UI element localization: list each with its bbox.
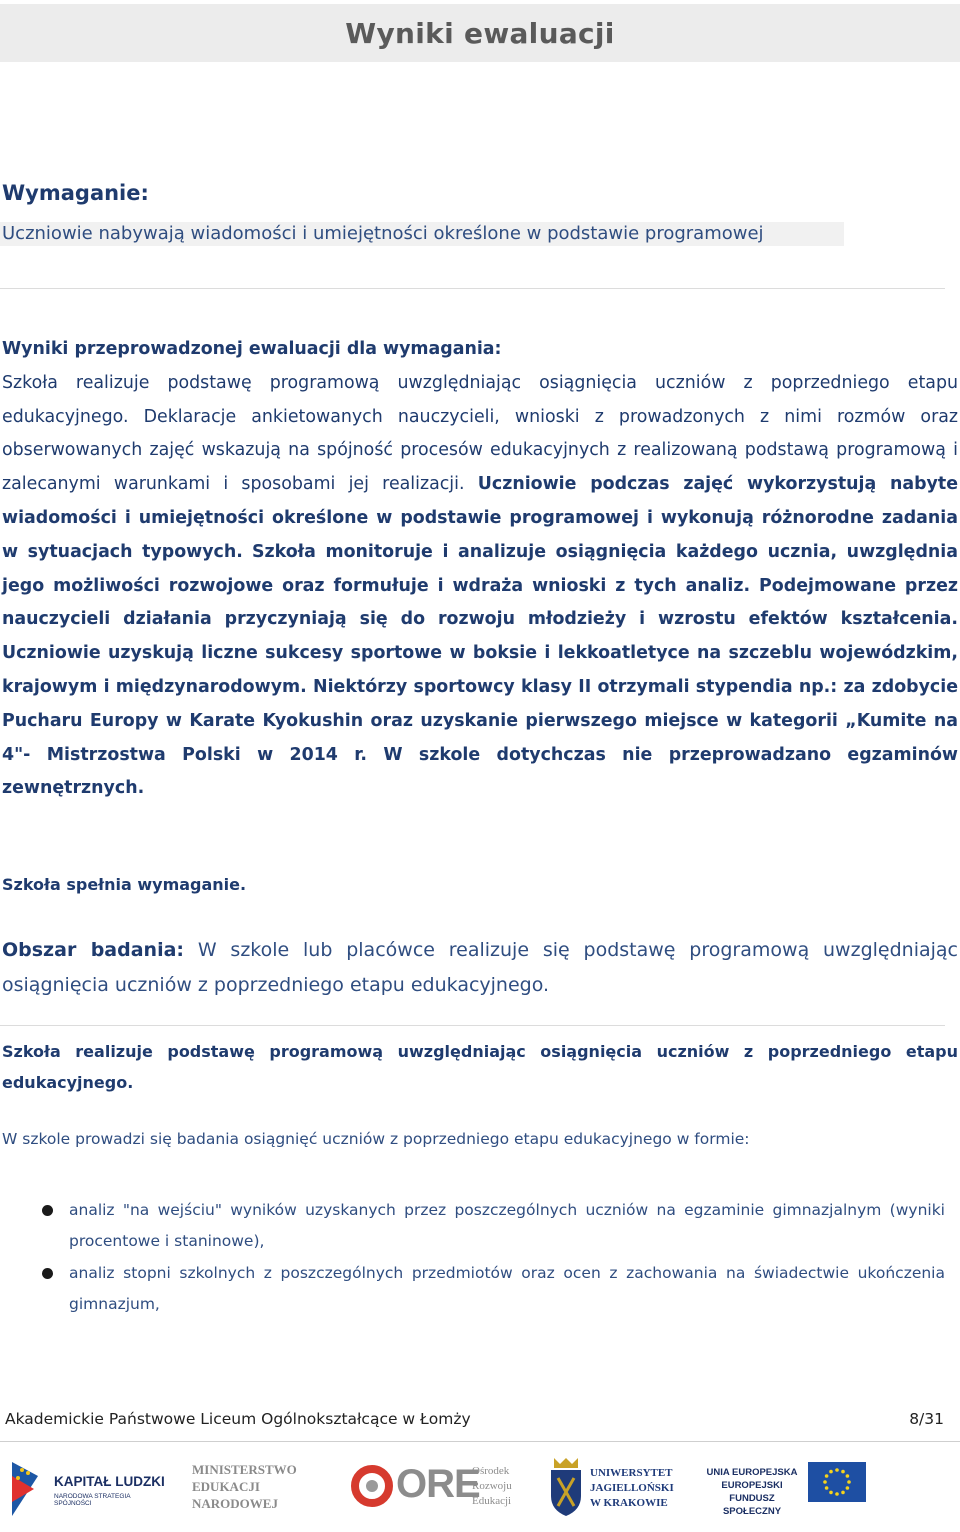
ore-line-3: Edukacji (472, 1495, 512, 1507)
ore-line-1: Ośrodek (472, 1465, 510, 1477)
requirement-label: Wymaganie: (2, 181, 149, 205)
kapital-ludzki-name: KAPITAŁ LUDZKI (54, 1474, 165, 1489)
finding-intro: W szkole prowadzi się badania osiągnięć uczniów z poprzedniego etapu edukacyjnego w formie: (2, 1130, 750, 1148)
finding-heading: Szkoła realizuje podstawę programową uwzględniając osiągnięcia uczniów z poprzedniego etapu edukacyjnego. (2, 1042, 958, 1092)
page-title: Wyniki ewaluacji (345, 16, 615, 50)
footer-divider (0, 1441, 960, 1442)
research-area-text: W szkole lub placówce realizuje się podstawę programową uwzględniając osiągnięcia uczniów z poprzedniego etapu edukacyjnego. (2, 939, 958, 996)
divider (0, 288, 945, 289)
kapital-ludzki-emblem-icon (8, 1458, 46, 1520)
results-part-2: Deklaracje ankietowanych nauczycieli, wnioski z prowadzonych z nimi rozmów oraz obserwowanych zajęć wskazują na spójność procesów edukacyjnych z realizowaną podstawą programową i zalecanymi warunkami i sposobami jej realizacji. (2, 406, 959, 495)
men-line-2: EDUKACJI (192, 1479, 260, 1494)
results-heading: Wyniki przeprowadzonej ewaluacji dla wymagania: (2, 339, 502, 359)
eu-line-3: FUNDUSZ SPOŁECZNY (722, 1493, 782, 1517)
results-part-1: Szkoła realizuje podstawę programową uwzględniając osiągnięcia uczniów z poprzedniego etapu edukacyjnego. (2, 372, 958, 427)
eu-line-2: EUROPEJSKI (721, 1480, 783, 1491)
summary-verdict: Szkoła spełnia wymaganie. (2, 875, 247, 894)
kapital-ludzki-sub: NARODOWA STRATEGIA SPÓJNOŚCI (54, 1493, 131, 1507)
finding-list (0, 1195, 945, 1321)
ore-line-2: Rozwoju (472, 1480, 512, 1492)
eu-line-1: UNIA EUROPEJSKA (706, 1467, 798, 1478)
uj-logo (548, 1452, 688, 1524)
research-area (2, 933, 958, 1003)
men-line-3: NARODOWEJ (192, 1496, 278, 1511)
eu-flag-icon (808, 1462, 866, 1502)
eu-name (706, 1466, 798, 1518)
uj-line-3: W KRAKOWIE (590, 1497, 668, 1509)
ore-letters: ORE (396, 1462, 480, 1506)
divider (0, 1025, 945, 1026)
men-line-1: MINISTERSTWO (192, 1462, 297, 1477)
page-number: 8/31 (909, 1410, 944, 1428)
requirement-text: Uczniowie nabywają wiadomości i umiejętności określone w podstawie programowej (0, 222, 844, 246)
bullet-icon (42, 1268, 53, 1279)
ore-name (472, 1464, 512, 1509)
list-item (0, 1258, 945, 1320)
uj-line-2: JAGIELLOŃSKI (590, 1482, 674, 1494)
title-bar (0, 4, 960, 62)
uj-line-1: UNIWERSYTET (590, 1467, 673, 1479)
results-part-3: Uczniowie podczas zajęć wykorzystują nabyte wiadomości i umiejętności określone w podstawie programowej i wykonują różnorodne zadania w sytuacjach typowych. (2, 474, 958, 562)
list-item-text: analiz stopni szkolnych z poszczególnych przedmiotów oraz ocen z zachowania na świadectwie ukończenia gimnazjum, (69, 1264, 945, 1313)
men-logo (188, 1452, 318, 1524)
uj-crest-icon (548, 1456, 584, 1518)
bullet-icon (42, 1205, 53, 1216)
list-item (0, 1195, 945, 1257)
list-item-text: analiz "na wejściu" wyników uzyskanych przez poszczególnych uczniów na egzaminie gimnazjalnym (wyniki procentowe i staninowe), (69, 1201, 945, 1250)
footer-school-name: Akademickie Państwowe Liceum Ogólnokształcące w Łomży (5, 1410, 471, 1428)
logo-strip (0, 1452, 960, 1524)
results-part-4: Szkoła monitoruje i analizuje osiągnięcia każdego ucznia, uwzględnia jego możliwości rozwojowe oraz formułuje i wdraża wnioski z tych analiz. Podejmowane przez nauczycieli działania przyczyniają się do rozwoju młodzieży i wzrostu efektów kształcenia. Uczniowie uzyskują liczne sukcesy sportowe w boksie i lekkoatletyce na szczeblu wojewódzkim, krajowym i międzynarodowym. Niektórzy sportowcy klasy II otrzymali stypendia np.: za zdobycie Pucharu Europy w Karate Kyokushin oraz uzyskanie pierwszego miejsce w kategorii „Kumite na 4"- Mistrzostwa Polski w 2014 r. W szkole dotychczas nie przeprowadzano egzaminów zewnętrznych. (2, 541, 958, 799)
uj-name (590, 1466, 674, 1511)
kapital-ludzki-logo (8, 1452, 168, 1524)
ore-ring-icon (350, 1464, 394, 1508)
eu-logo (706, 1452, 960, 1524)
research-area-label: Obszar badania: (2, 939, 185, 961)
results-paragraph (2, 333, 958, 806)
ore-logo (350, 1452, 530, 1524)
